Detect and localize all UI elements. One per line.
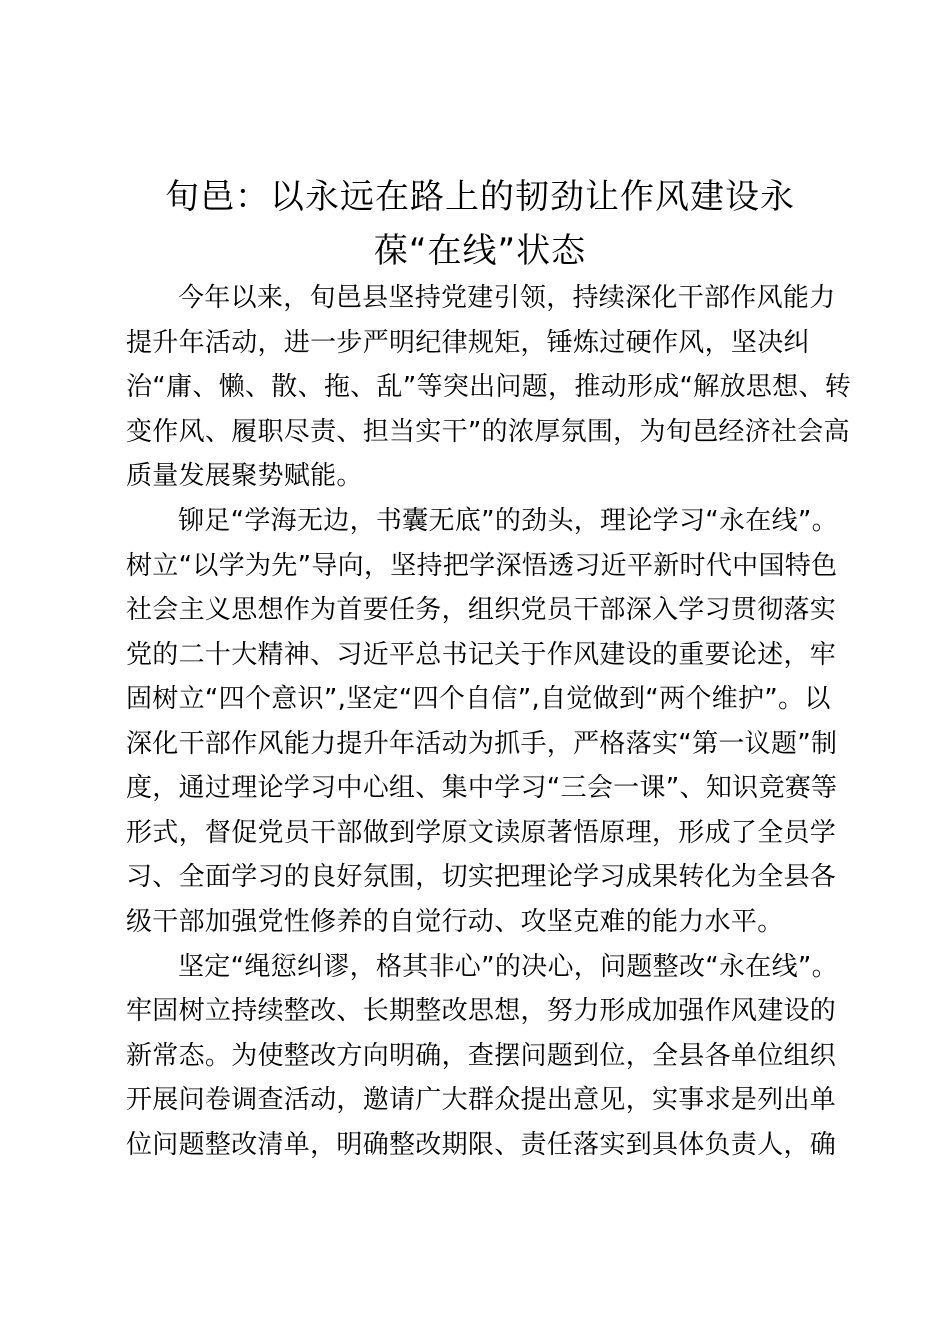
body-line: 开展问卷调查活动，邀请广大群众提出意见，实事求是列出单 [126, 1085, 837, 1115]
body-line: 位问题整改清单，明确整改期限、责任落实到具体负责人，确 [126, 1130, 837, 1160]
body-line: 级干部加强党性修养的自觉行动、攻坚克难的能力水平。 [126, 907, 784, 937]
body-line: 社会主义思想作为首要任务，组织党员干部深入学习贯彻落实 [126, 595, 837, 625]
body-line: 牢固树立持续整改、长期整改思想，努力形成加强作风建设的 [126, 996, 837, 1026]
document-title [125, 170, 835, 278]
body-line: 新常态。为使整改方向明确，查摆问题到位，全县各单位组织 [126, 1041, 837, 1071]
body-line: 坚定“绳愆纠谬，格其非心”的决心，问题整改“永在线”。 [178, 952, 838, 982]
body-line: 变作风、履职尽责、担当实干”的浓厚氛围，为旬邑经济社会高 [126, 417, 850, 447]
body-line: 固树立“四个意识”,坚定“四个自信”,自觉做到“两个维护”。以 [126, 684, 831, 714]
body-line: 铆足“学海无边，书囊无底”的劲头，理论学习“永在线”。 [178, 506, 838, 536]
title-line: 葆“在线”状态 [373, 231, 587, 271]
body-line: 质量发展聚势赋能。 [126, 461, 363, 491]
body-line: 深化干部作风能力提升年活动为抓手，严格落实“第一议题”制 [126, 729, 838, 759]
body-line: 树立“以学为先”导向，坚持把学深悟透习近平新时代中国特色 [126, 551, 838, 581]
body-line: 度，通过理论学习中心组、集中学习“三会一课”、知识竞赛等 [126, 773, 838, 803]
body-line: 治“庸、懒、散、拖、乱”等突出问题，推动形成“解放思想、转 [126, 372, 852, 402]
body-line: 提升年活动，进一步严明纪律规矩，锤炼过硬作风，坚决纠 [126, 328, 810, 358]
body-line: 今年以来，旬邑县坚持党建引领，持续深化干部作风能力 [178, 283, 836, 313]
body-line: 习、全面学习的良好氛围，切实把理论学习成果转化为全县各 [126, 862, 837, 892]
body-line: 形式，督促党员干部做到学原文读原著悟原理，形成了全员学 [126, 818, 837, 848]
title-line: 旬邑：以永远在路上的韧劲让作风建设永 [165, 177, 795, 217]
body-line: 党的二十大精神、习近平总书记关于作风建设的重要论述，牢 [126, 640, 837, 670]
